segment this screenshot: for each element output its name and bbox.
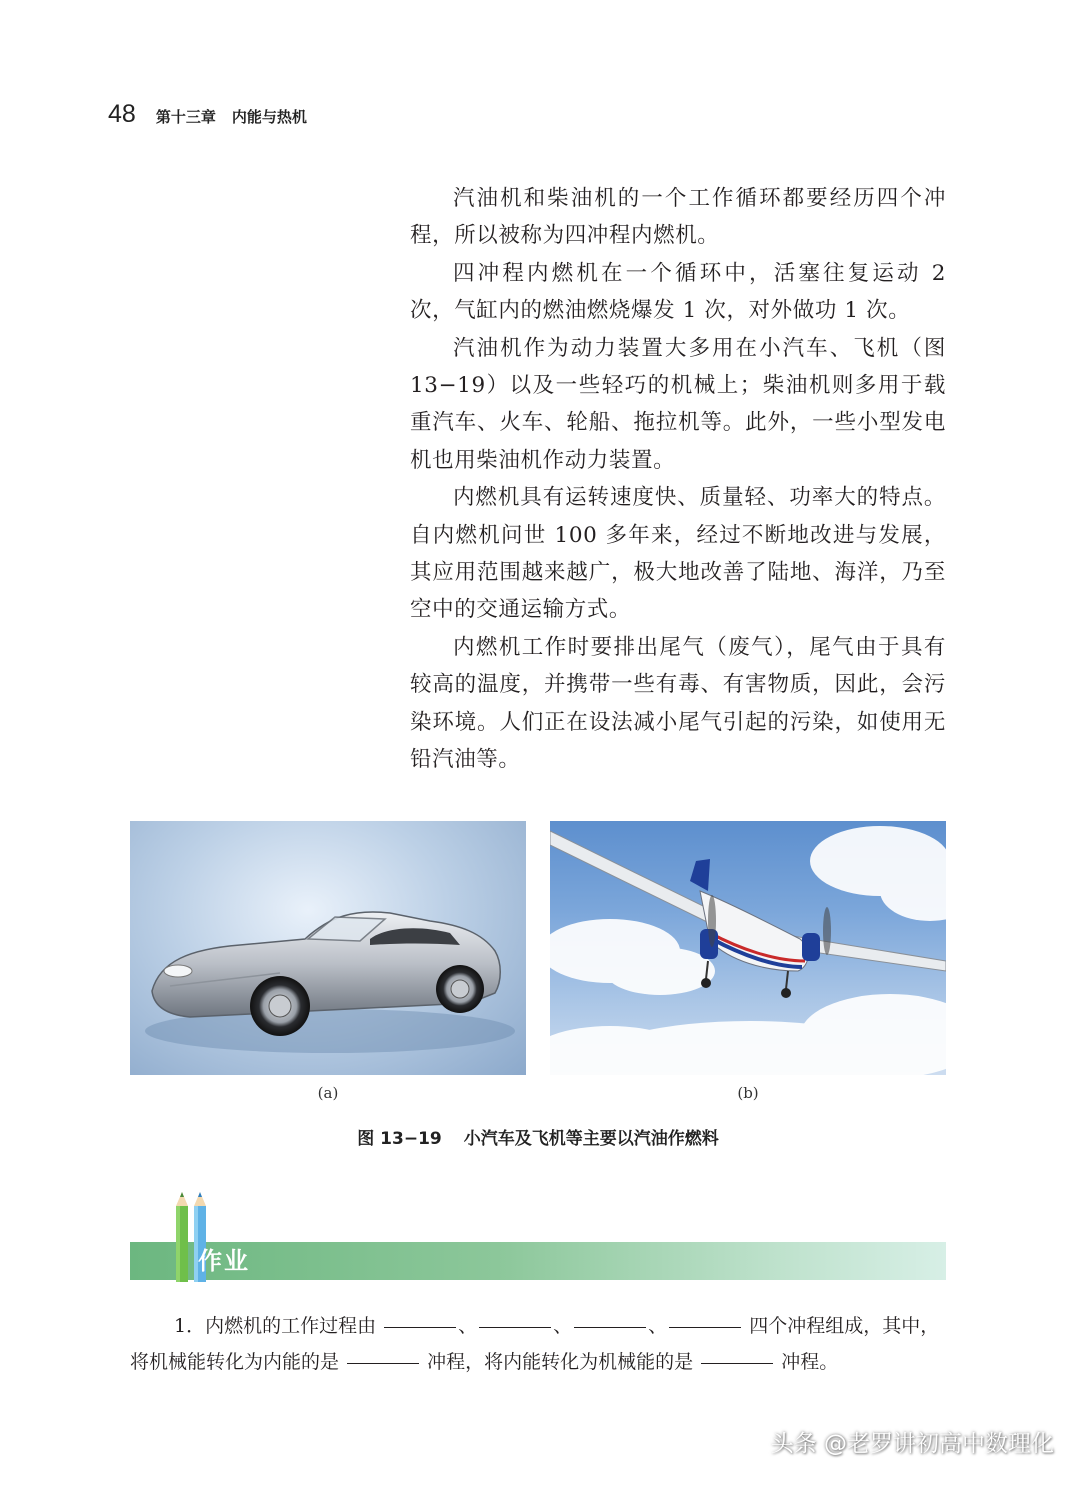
- figure-sublabel-b: (b): [737, 1084, 759, 1102]
- question-line-2: [130, 1351, 838, 1373]
- answer-blank[interactable]: [384, 1326, 456, 1328]
- figure-sublabel-a: (a): [317, 1084, 339, 1102]
- question-text: 冲程。: [781, 1351, 839, 1373]
- separator: 、: [458, 1315, 478, 1337]
- chapter-title: 内能与热机: [231, 108, 307, 126]
- watermark: 头条 @老罗讲初高中数理化: [770, 1431, 1054, 1457]
- figure-caption: [0, 1124, 1076, 1149]
- homework-banner: [130, 1242, 946, 1280]
- airplane-photo: [550, 821, 946, 1075]
- paragraph: 汽油机和柴油机的一个工作循环都要经历四个冲程，所以被称为四冲程内燃机。: [410, 186, 946, 249]
- chapter-heading: [156, 106, 307, 127]
- separator: 、: [553, 1315, 573, 1337]
- answer-blank[interactable]: [479, 1326, 551, 1328]
- answer-blank[interactable]: [347, 1362, 419, 1364]
- answer-blank[interactable]: [669, 1326, 741, 1328]
- question-text: 冲程，将内能转化为机械能的是: [427, 1351, 694, 1373]
- car-illustration: [130, 821, 526, 1075]
- airplane-illustration: [550, 821, 946, 1075]
- paragraph: 四冲程内燃机在一个循环中，活塞往复运动 2 次，气缸内的燃油燃烧爆发 1 次，对外做功 1 次。: [410, 260, 946, 324]
- homework-title: 作业: [198, 1247, 250, 1275]
- question-text: 1．内燃机的工作过程由: [174, 1315, 377, 1337]
- answer-blank[interactable]: [701, 1362, 773, 1364]
- figure-caption-text: 小汽车及飞机等主要以汽油作燃料: [463, 1129, 719, 1149]
- paragraph: 汽油机作为动力装置大多用在小汽车、飞机（图 13−19）以及一些轻巧的机械上；柴油机则多用于载重汽车、火车、轮船、拖拉机等。此外，一些小型发电机也用柴油机作动力装置。: [410, 335, 946, 473]
- question-text: 四个冲程组成，其中，: [749, 1315, 940, 1337]
- paragraph: 内燃机工作时要排出尾气（废气），尾气由于具有较高的温度，并携带一些有毒、有害物质，因此，会污染环境。人们正在设法减小尾气引起的污染，如使用无铅汽油等。: [410, 634, 946, 773]
- car-photo: [130, 821, 526, 1075]
- separator: 、: [648, 1315, 668, 1337]
- chapter-number: 第十三章: [155, 108, 216, 126]
- page-header: [108, 100, 307, 132]
- figure-number: 图 13−19: [357, 1129, 442, 1149]
- question-text: 将机械能转化为内能的是: [130, 1351, 340, 1373]
- answer-blank[interactable]: [574, 1326, 646, 1328]
- body-text: [410, 180, 946, 779]
- homework-question-1: [130, 1308, 946, 1380]
- question-line-1: [130, 1308, 946, 1344]
- paragraph: 内燃机具有运转速度快、质量轻、功率大的特点。自内燃机问世 100 多年来，经过不断地改进与发展，其应用范围越来越广，极大地改善了陆地、海洋，乃至空中的交通运输方式。: [410, 485, 946, 623]
- page-number: 48: [108, 100, 136, 128]
